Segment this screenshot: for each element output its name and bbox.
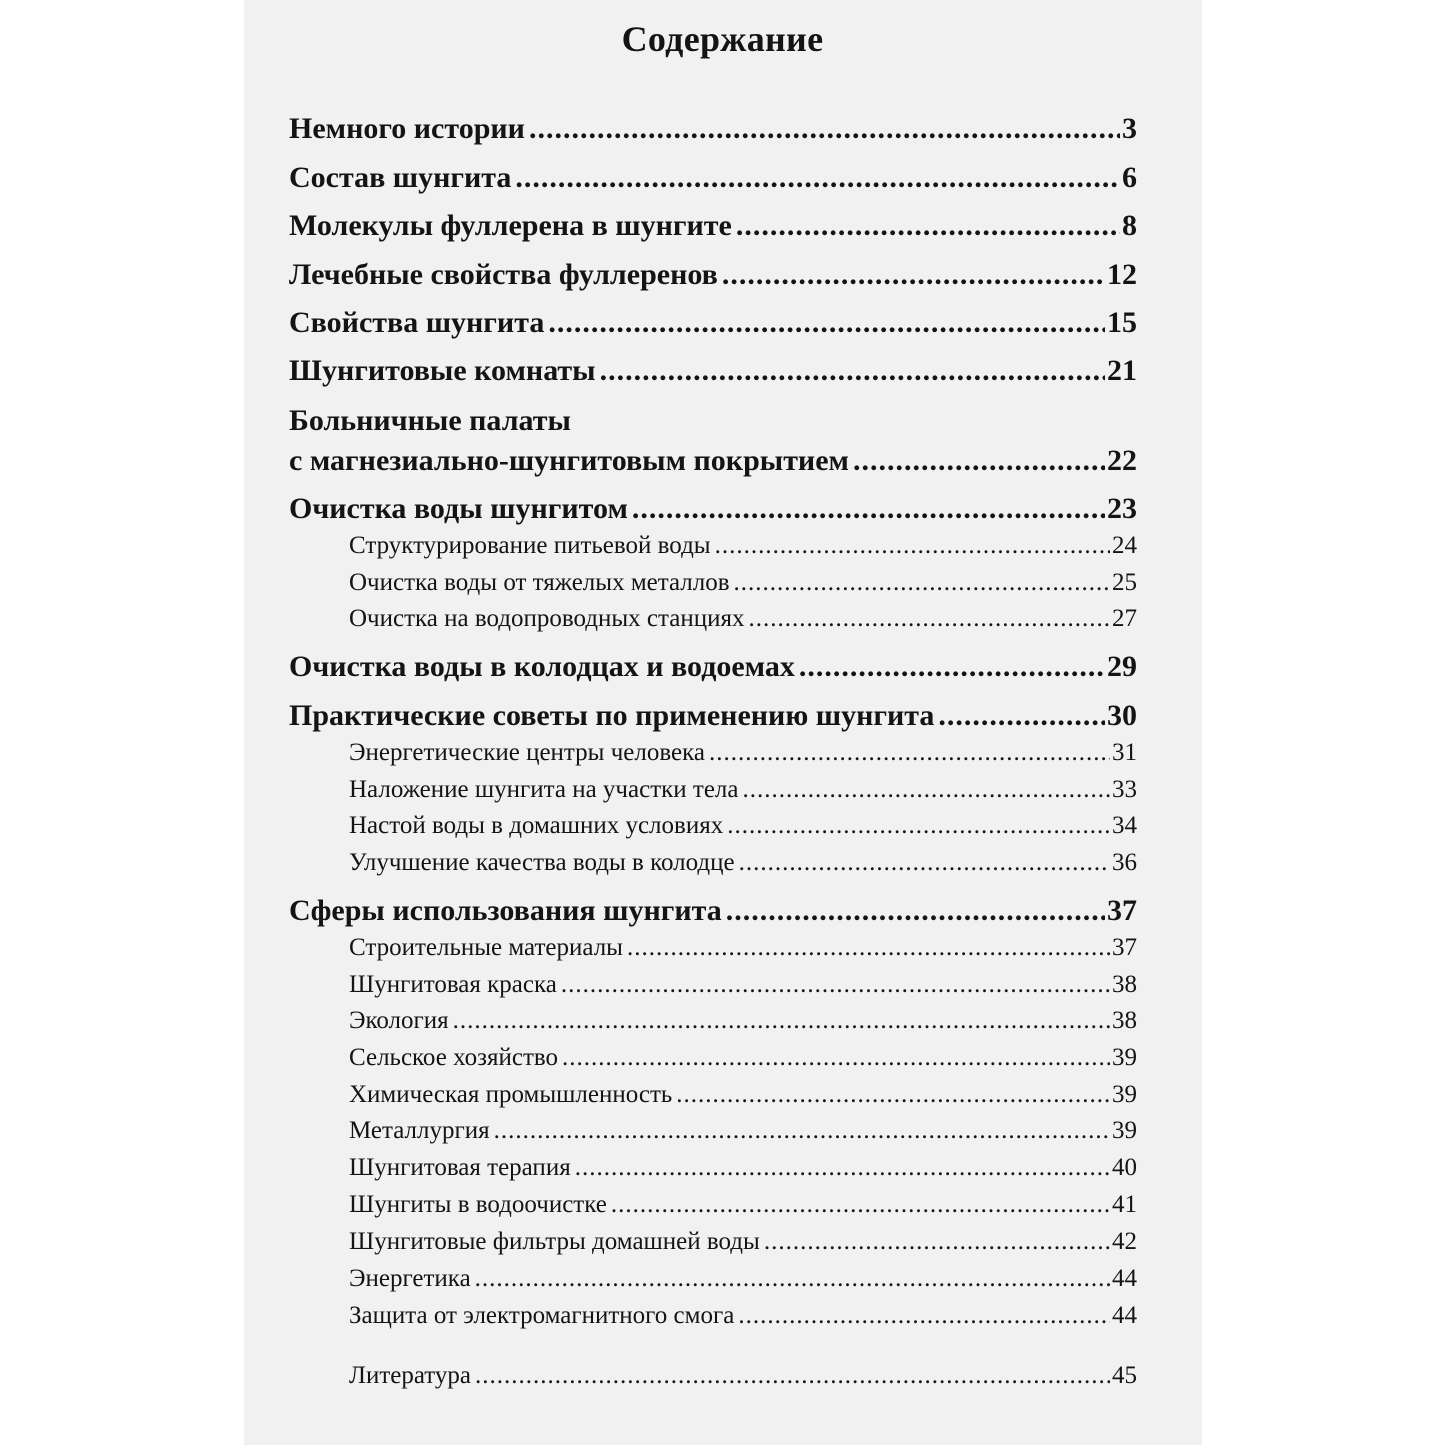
toc-page-number: 31: [1112, 739, 1137, 766]
toc-entry-label: Экология: [349, 1007, 449, 1034]
toc-page-number: 39: [1112, 1117, 1137, 1144]
toc-entry-label: Химическая промышленность: [349, 1081, 673, 1108]
dot-leader: [743, 776, 1111, 804]
dot-leader: [627, 934, 1110, 962]
toc-entry-label: Энергетические центры человека: [349, 739, 705, 766]
toc-entry-label: Металлургия: [349, 1117, 490, 1144]
toc-entry-label: Очистка воды шунгитом: [289, 492, 628, 525]
toc-page-number: 44: [1112, 1265, 1137, 1292]
toc-subentry[interactable]: [349, 776, 1137, 806]
toc-subentry[interactable]: [349, 569, 1137, 599]
toc-page-number: 12: [1107, 258, 1137, 291]
toc-page-number: 39: [1112, 1044, 1137, 1071]
toc-entry-label: Защита от электромагнитного смога: [349, 1302, 735, 1329]
toc-entry-label: Строительные материалы: [349, 934, 623, 961]
toc-page-number: 41: [1112, 1191, 1137, 1218]
toc-subentry[interactable]: [349, 1362, 1137, 1392]
toc-subentry[interactable]: [349, 1117, 1137, 1147]
toc-entry[interactable]: [289, 894, 1137, 930]
toc-page-number: 24: [1112, 532, 1137, 559]
dot-leader: [494, 1117, 1110, 1145]
dot-leader: [562, 1044, 1110, 1072]
toc-entry-label: Шунгитовые комнаты: [289, 354, 596, 387]
toc-subentry[interactable]: [349, 812, 1137, 842]
toc-entry[interactable]: [289, 492, 1137, 528]
toc-subentry[interactable]: [349, 934, 1137, 964]
toc-page-number: 3: [1122, 112, 1137, 145]
toc-entry-label: Очистка воды в колодцах и водоемах: [289, 650, 795, 683]
dot-leader: [453, 1007, 1110, 1035]
dot-leader: [515, 161, 1120, 195]
dot-leader: [722, 258, 1105, 292]
toc-entry-label: Молекулы фуллерена в шунгите: [289, 209, 732, 242]
page-title: Содержание: [621, 19, 824, 59]
dot-leader: [600, 354, 1105, 388]
toc-subentry[interactable]: [349, 532, 1137, 562]
toc-entry-label: Шунгиты в водоочистке: [349, 1191, 607, 1218]
toc-entry-label-line1: Больничные палаты: [289, 404, 571, 437]
dot-leader: [475, 1265, 1110, 1293]
toc-subentry[interactable]: [349, 849, 1137, 879]
toc-entry[interactable]: [289, 161, 1137, 197]
toc-subentry[interactable]: [349, 1191, 1137, 1221]
toc-entry-label: Состав шунгита: [289, 161, 512, 194]
toc-subentry[interactable]: [349, 739, 1137, 769]
toc-page-number: 45: [1112, 1362, 1137, 1389]
toc-subentry[interactable]: [349, 605, 1137, 635]
toc-page-number: 15: [1107, 306, 1137, 339]
dot-leader: [738, 1302, 1110, 1330]
toc-subentry[interactable]: [349, 1044, 1137, 1074]
toc-subentry[interactable]: [349, 1228, 1137, 1258]
toc-subentry[interactable]: [349, 1154, 1137, 1184]
dot-leader: [611, 1191, 1110, 1219]
toc-page-number: 42: [1112, 1228, 1137, 1255]
toc-entry[interactable]: [289, 699, 1137, 735]
dot-leader: [749, 605, 1111, 633]
toc-page-number: 23: [1107, 492, 1137, 525]
dot-leader: [676, 1081, 1110, 1109]
toc-entry-label: Сферы использования шунгита: [289, 894, 722, 927]
dot-leader: [632, 492, 1105, 526]
toc-entry-label: Очистка на водопроводных станциях: [349, 605, 745, 632]
toc-entry-label: Улучшение качества воды в колодце: [349, 849, 735, 876]
toc-entry-label: Лечебные свойства фуллеренов: [289, 258, 718, 291]
toc-entry-label: Шунгитовая терапия: [349, 1154, 571, 1181]
toc-subentry[interactable]: [349, 1081, 1137, 1111]
dot-leader: [709, 739, 1110, 767]
dot-leader: [734, 569, 1110, 597]
toc-entry[interactable]: [289, 112, 1137, 148]
dot-leader: [475, 1362, 1110, 1390]
toc-subentry[interactable]: [349, 971, 1137, 1001]
toc-entry[interactable]: [289, 306, 1137, 342]
dot-leader: [938, 699, 1105, 733]
toc-subentry[interactable]: [349, 1265, 1137, 1295]
toc-page-number: 37: [1112, 934, 1137, 961]
dot-leader: [853, 444, 1105, 478]
toc-entry-label: Шунгитовая краска: [349, 971, 557, 998]
toc-entry-label: с магнезиально-шунгитовым покрытием: [289, 444, 849, 477]
dot-leader: [739, 849, 1110, 877]
toc-entry-label: Настой воды в домашних условиях: [349, 812, 724, 839]
toc-entry-label: Литература: [349, 1362, 471, 1389]
toc-entry-label: Структурирование питьевой воды: [349, 532, 711, 559]
toc-page-number: 29: [1107, 650, 1137, 683]
toc-entry-label: Свойства шунгита: [289, 306, 545, 339]
toc-subentry[interactable]: [349, 1007, 1137, 1037]
toc-entry-label: Шунгитовые фильтры домашней воды: [349, 1228, 760, 1255]
toc-page-number: 6: [1122, 161, 1137, 194]
dot-leader: [575, 1154, 1110, 1182]
toc-page-number: 21: [1107, 354, 1137, 387]
toc-entry[interactable]: [289, 258, 1137, 294]
toc-entry-label: Практические советы по применению шунгита: [289, 699, 935, 732]
toc-entry-label: Наложение шунгита на участки тела: [349, 776, 739, 803]
toc-page-number: 44: [1112, 1302, 1137, 1329]
dot-leader: [726, 894, 1105, 928]
toc-page-number: 8: [1122, 209, 1137, 242]
toc-subentry[interactable]: [349, 1302, 1137, 1332]
dot-leader: [548, 306, 1105, 340]
toc-entry[interactable]: [289, 209, 1137, 245]
dot-leader: [529, 112, 1120, 146]
toc-entry[interactable]: [289, 354, 1137, 390]
toc-page-number: 40: [1112, 1154, 1137, 1181]
toc-page-number: 25: [1112, 569, 1137, 596]
dot-leader: [736, 209, 1120, 243]
dot-leader: [561, 971, 1110, 999]
toc-entry[interactable]: [289, 650, 1137, 686]
toc-page-number: 38: [1112, 1007, 1137, 1034]
toc-page-number: 22: [1107, 444, 1137, 477]
toc-entry-label: Энергетика: [349, 1265, 471, 1292]
toc-entry-label: Сельское хозяйство: [349, 1044, 559, 1071]
dot-leader: [715, 532, 1110, 560]
toc-page-number: 36: [1112, 849, 1137, 876]
toc-page-number: 30: [1107, 699, 1137, 732]
toc-page-number: 39: [1112, 1081, 1137, 1108]
dot-leader: [799, 650, 1105, 684]
toc-page-number: 33: [1112, 776, 1137, 803]
toc-page-number: 37: [1107, 894, 1137, 927]
toc-page-number: 34: [1112, 812, 1137, 839]
toc-entry[interactable]: [289, 444, 1137, 480]
toc-page-number: 27: [1112, 605, 1137, 632]
dot-leader: [764, 1228, 1110, 1256]
toc-entry-label: Немного истории: [289, 112, 525, 145]
toc-entry-label: Очистка воды от тяжелых металлов: [349, 569, 730, 596]
toc-page-number: 38: [1112, 971, 1137, 998]
dot-leader: [727, 812, 1110, 840]
